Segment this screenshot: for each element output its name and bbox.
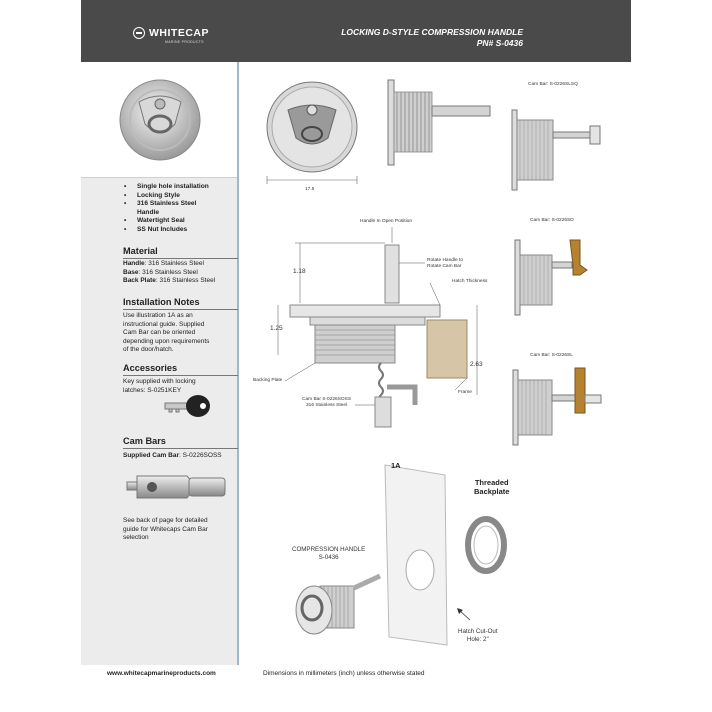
hatch-panel-drawing	[385, 465, 455, 645]
installation-text	[123, 312, 209, 355]
hatch-arrow-icon	[455, 608, 475, 623]
handle-open-label: Handle In Open Position	[360, 219, 412, 224]
rotate-line-2: Rotate Cam Bar	[427, 264, 462, 269]
logo	[133, 27, 209, 39]
hatch-line-2: Hole: 2"	[466, 636, 489, 643]
comp-line-1: COMPRESSION HANDLE	[292, 546, 366, 553]
cam-sl-label: Cam Bar: S-0226SL	[530, 353, 573, 358]
installation-diagram	[255, 215, 505, 440]
rotate-label	[427, 258, 463, 270]
rotate-line-1: Rotate Handle to	[427, 258, 464, 263]
hatch-cutout-label	[458, 628, 498, 644]
accessories-rule	[123, 375, 238, 376]
cam-sd-drawing	[515, 240, 605, 315]
installation-rule	[123, 309, 238, 310]
cam-bars-rule	[123, 448, 238, 449]
backing-plate-label: Backing Plate	[253, 378, 283, 383]
footer-note: Dimensions in millimeters (inch) unless otherwise stated	[263, 670, 425, 677]
threaded-backplate-icon	[464, 515, 508, 575]
material-label: Handle	[123, 260, 145, 267]
cam-note-line: selection	[123, 534, 149, 542]
installation-heading: Installation Notes	[123, 297, 200, 307]
cam-sl-drawing	[513, 365, 608, 445]
accessories-line: latches: S-0251KEY	[123, 386, 182, 394]
hatch-thickness-label: Hatch Thickness	[452, 279, 488, 284]
feature-item: • Locking Style	[137, 192, 209, 201]
cam-bar-callout	[302, 397, 351, 409]
cam-bars-heading: Cam Bars	[123, 436, 166, 446]
front-view-drawing	[262, 80, 362, 200]
installation-line: depending upon requirements	[123, 337, 210, 345]
accessories-line: Key supplied with locking	[123, 378, 196, 385]
material-lines	[123, 260, 215, 286]
installation-line: Cam Bar can be oriented	[123, 329, 196, 337]
material-heading: Material	[123, 246, 158, 256]
logo-icon	[133, 27, 145, 39]
cam-bar-photo-icon	[127, 470, 227, 506]
threaded-line-1: Threaded	[474, 478, 509, 487]
feature-item: • 316 Stainless Steel	[137, 200, 209, 209]
supplied-cam-label: Supplied Cam Bar	[123, 452, 179, 459]
compression-handle-label	[292, 546, 365, 562]
supplied-cam-bar	[123, 452, 222, 461]
hatch-line-1: Hatch Cut-Out	[458, 628, 498, 635]
cam-bar-callout-line-2: 316 Stainless Steel	[305, 403, 348, 408]
title-line-2: PN# S-0436	[476, 38, 523, 48]
feature-item: • Single hole installation	[137, 183, 209, 192]
side-view-drawing	[388, 80, 493, 165]
key-icon	[165, 393, 225, 421]
comp-line-2: S-0436	[318, 554, 339, 561]
logo-subtext: MARINE PRODUCTS	[165, 40, 204, 44]
cam-note-line: See back of page for detailed	[123, 517, 208, 524]
installation-line: instructional guide. Supplied	[123, 320, 205, 328]
material-value: : 316 Stainless Steel	[155, 277, 216, 285]
material-label: Base	[123, 268, 139, 276]
accessories-heading: Accessories	[123, 363, 178, 373]
material-value: : 316 Stainless Steel	[138, 268, 198, 276]
installation-line: of the door/hatch.	[123, 346, 174, 354]
threaded-line-2: Backplate	[474, 487, 510, 496]
cam-note-line: guide for Whitecaps Cam Bar	[123, 525, 208, 533]
supplied-cam-value: : S-0226SOSS	[178, 452, 222, 459]
cam-sd-label: Cam Bar: S-0226SD	[530, 218, 574, 223]
feature-item: Handle	[137, 208, 159, 216]
logo-text: WHITECAP	[149, 27, 209, 39]
photo-divider	[81, 177, 238, 178]
material-value: : 316 Stainless Steel	[144, 260, 204, 267]
header-bar	[81, 0, 631, 62]
dim-1-18: 1.18	[293, 268, 306, 275]
feature-list	[137, 183, 209, 235]
feature-item: • Watertight Seal	[137, 217, 209, 226]
dim-2-63: 2.63	[470, 361, 483, 368]
dim-1-25: 1.25	[270, 325, 283, 332]
cam-bar-callout-line-1: Cam Bar S-0226SOSS	[302, 397, 352, 402]
installation-line: Use illustration 1A as an	[123, 312, 193, 319]
top-width-dim: 17.5	[305, 187, 315, 192]
illustration-1a-label: 1A	[391, 461, 401, 470]
page-title	[341, 27, 523, 49]
frame-label: Frame	[458, 390, 472, 395]
compression-handle-drawing	[290, 568, 385, 638]
material-rule	[123, 258, 238, 259]
cam-lsq-label: Cam Bar: S-0226SLSQ	[528, 82, 578, 87]
cam-bars-note	[123, 517, 208, 543]
threaded-backplate-label	[474, 478, 509, 496]
title-line-1: LOCKING D-STYLE COMPRESSION HANDLE	[341, 27, 523, 37]
feature-item: • SS Nut Includes	[137, 226, 209, 235]
handle-photo-icon	[81, 62, 238, 177]
cam-lsq-drawing	[512, 110, 602, 190]
footer-url[interactable]: www.whitecapmarineproducts.com	[107, 670, 216, 677]
material-label: Back Plate	[123, 277, 156, 285]
